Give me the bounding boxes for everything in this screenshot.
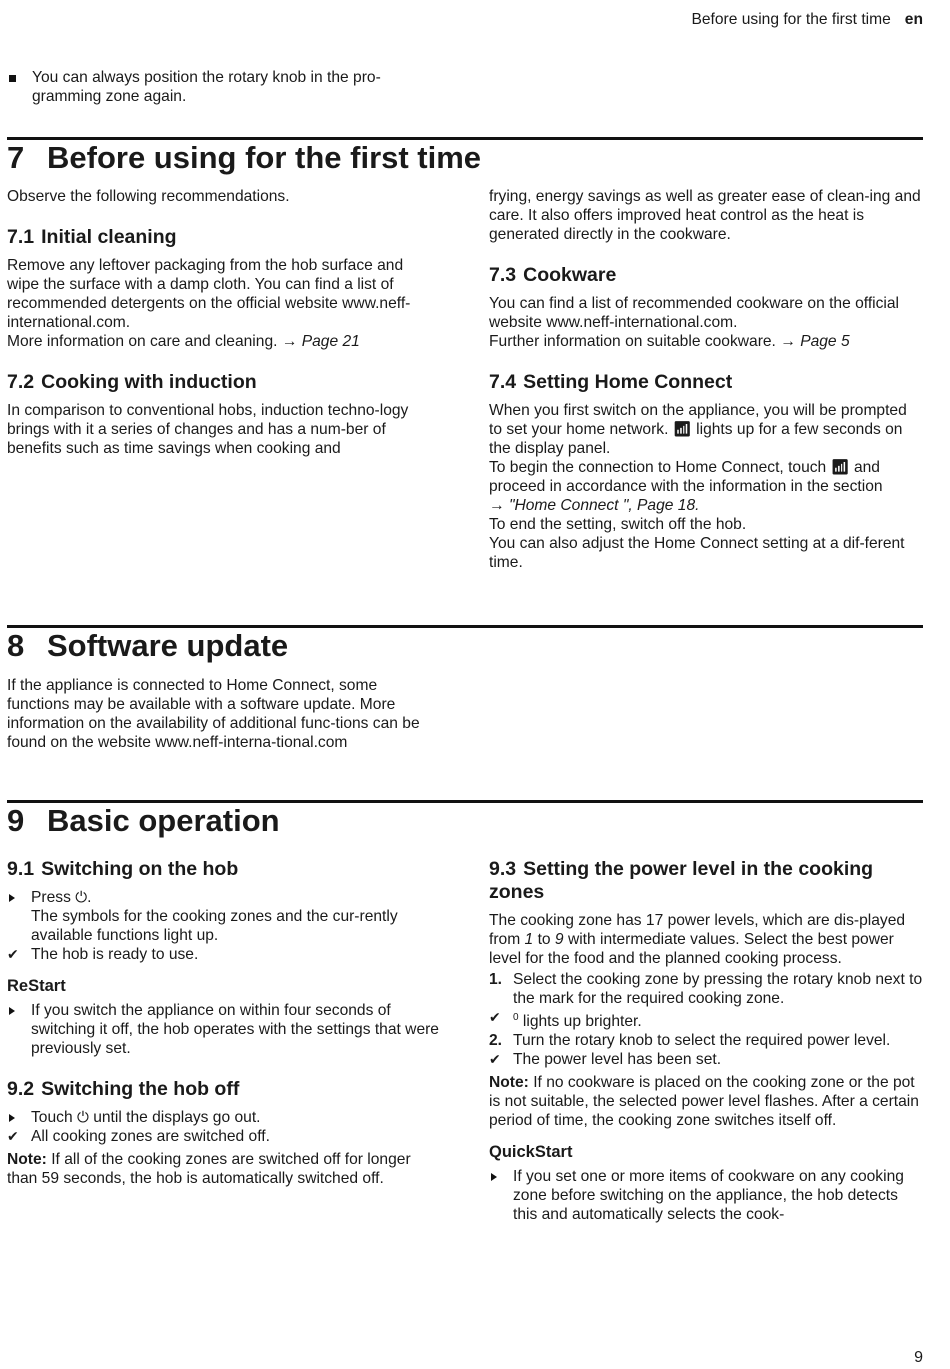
section-8-heading — [7, 628, 288, 664]
subsection-title: Cooking with induction — [41, 371, 257, 393]
step-text: until the displays go out. — [93, 1109, 261, 1126]
section-8-body — [7, 676, 432, 752]
step-detail: The symbols for the cooking zones and the cur-rently available functions light up. — [31, 908, 398, 944]
subsection-number: 7.2 — [7, 371, 35, 393]
checkmark-icon: ✔ — [489, 1051, 501, 1068]
step-text: Turn the rotary knob to select the required power level. — [513, 1032, 891, 1050]
result-text: lights up brighter. — [522, 1013, 642, 1031]
step-text: . — [87, 889, 92, 906]
restart-text: If you switch the appliance on within four seconds of switching it off, the hob operates with the settings that were previously set. — [31, 1002, 439, 1057]
section-7-intro: Observe the following recommendations. — [7, 188, 290, 205]
section-9-left-column — [7, 858, 441, 1188]
home-connect-para-2 — [489, 458, 924, 496]
step-text: Touch — [31, 1109, 73, 1126]
section-number: 7 — [7, 140, 25, 175]
list-item — [8, 68, 438, 106]
section-7-left-column — [7, 187, 439, 458]
list-item — [489, 1008, 925, 1031]
subsection-7-2-heading — [7, 371, 439, 394]
subsection-title: Initial cleaning — [41, 226, 177, 248]
section-title: Before using for the first time — [47, 140, 482, 175]
list-item — [7, 1108, 441, 1127]
subsection-number: 9.1 — [7, 858, 35, 880]
subsection-title: Switching the hob off — [41, 1078, 240, 1100]
wifi-icon: 📶︎ — [830, 458, 850, 476]
section-9-heading — [7, 803, 280, 839]
subsection-9-3-heading — [489, 858, 925, 904]
section-7-right-column — [489, 187, 924, 572]
checkmark-icon: ✔ — [7, 1128, 19, 1144]
step-number: 2. — [489, 1032, 503, 1050]
note — [7, 1150, 441, 1188]
power-button-icon: ⏻ — [76, 1108, 89, 1126]
section-number: 9 — [7, 803, 25, 838]
result-text: All cooking zones are switched off. — [31, 1128, 270, 1145]
list-item — [489, 970, 925, 1008]
checkmark-icon: ✔ — [489, 1009, 501, 1025]
text: with intermediate values. Select the best power level for the food and the planned cooking process. — [489, 931, 894, 967]
more-info-text: Further information on suitable cookware. — [489, 333, 776, 350]
restart-heading: ReStart — [7, 977, 66, 995]
home-connect-para-4: You can also adjust the Home Connect setting at a dif-ferent time. — [489, 535, 905, 571]
step-arrow-icon — [7, 1108, 27, 1127]
power-level-intro — [489, 911, 925, 968]
text: When you first switch on the appliance, you will be prompted to set your home network. — [489, 402, 907, 438]
software-update-text: If the appliance is connected to Home Connect, some functions may be available with a software update. More information on the availability of additional func-tions can be found on the website www.neff-interna-tional.com — [7, 677, 420, 751]
section-title: Software update — [47, 628, 289, 663]
list-item — [7, 1127, 441, 1146]
text: lights up for a few seconds on the display panel. — [489, 421, 903, 457]
induction-text: In comparison to conventional hobs, induction techno-logy brings with it a series of changes and has a num-ber of benefits such as time savings when cooking and — [7, 402, 409, 457]
list-item — [7, 945, 441, 964]
subsection-7-1-heading — [7, 226, 439, 249]
subsection-9-2-heading — [7, 1078, 441, 1101]
square-bullet-icon — [8, 68, 28, 87]
page-link[interactable]: "Home Connect ", Page 18. — [508, 497, 700, 514]
home-connect-para-3: To end the setting, switch off the hob. — [489, 516, 747, 533]
running-header — [691, 10, 923, 29]
note-label: Note: — [7, 1151, 47, 1168]
subsection-title: Switching on the hob — [41, 858, 239, 880]
section-title: Basic operation — [47, 803, 280, 838]
section-7-heading — [7, 140, 481, 176]
subsection-title: Setting the power level in the cooking zones — [489, 858, 874, 903]
cookware-text: You can find a list of recommended cookware on the official website www.neff-international.com. — [489, 295, 900, 331]
quickstart-text: If you set one or more items of cookware on any cooking zone before switching on the appliance, the hob detects this and automatically selects the cook- — [513, 1168, 904, 1224]
subsection-title: Cookware — [523, 264, 617, 286]
step-arrow-icon — [489, 1167, 509, 1186]
subsection-number: 7.4 — [489, 371, 517, 393]
step-arrow-icon — [7, 1001, 27, 1020]
power-level-min: 1 — [524, 931, 534, 948]
initial-cleaning-more — [7, 332, 439, 351]
note-text: If all of the cooking zones are switched off for longer than 59 seconds, the hob is automatically switched off. — [7, 1151, 411, 1187]
step-number: 1. — [489, 971, 503, 988]
section-number: 8 — [7, 628, 25, 663]
text: to — [537, 931, 551, 948]
result-text: The hob is ready to use. — [31, 946, 199, 963]
text: The cooking zone has 17 power levels, which are dis-played from — [489, 912, 906, 948]
note-label: Note: — [489, 1074, 529, 1092]
list-item — [489, 1167, 925, 1224]
power-level-max: 9 — [554, 931, 564, 948]
more-info-text: More information on care and cleaning. — [7, 333, 278, 350]
result-text: The power level has been set. — [513, 1051, 722, 1069]
page-link[interactable]: Page 5 — [800, 333, 850, 350]
note — [489, 1073, 925, 1130]
note-text: If no cookware is placed on the cooking zone or the pot is not suitable, the selected power level flashes. After a certain period of time, the cooking zone switches itself off. — [489, 1074, 919, 1130]
text: and proceed in accordance with the information in the section — [489, 459, 883, 495]
cookware-more — [489, 332, 924, 351]
initial-cleaning-text: Remove any leftover packaging from the hob surface and wipe the surface with a damp cloth. You can find a list of recommended detergents on the official website www.neff-international.com. — [7, 257, 411, 331]
text: To begin the connection to Home Connect, touch — [489, 459, 827, 476]
list-item — [489, 1050, 925, 1069]
page-link[interactable]: Page 21 — [301, 333, 360, 350]
page-number: 9 — [914, 1349, 923, 1366]
home-connect-link-line — [489, 496, 924, 515]
step-text: Press — [31, 889, 71, 906]
section-9-right-column — [489, 858, 925, 1224]
language-code: en — [904, 11, 923, 28]
subsection-number: 7.3 — [489, 264, 517, 286]
wifi-icon: 📶︎ — [672, 420, 692, 438]
step-arrow-icon — [7, 888, 27, 907]
arrow-right-icon: → — [780, 333, 796, 350]
list-item — [489, 1031, 925, 1050]
home-connect-para-1 — [489, 401, 924, 458]
subsection-7-3-heading — [489, 264, 924, 287]
induction-text-continued: frying, energy savings as well as greater ease of clean-ing and care. It also offers improved heat control as the heat is generated directly in the cookware. — [489, 188, 921, 243]
subsection-title: Setting Home Connect — [523, 371, 733, 393]
subsection-7-4-heading — [489, 371, 924, 394]
list-item — [7, 888, 441, 945]
subsection-number: 9.3 — [489, 858, 517, 880]
step-text: Select the cooking zone by pressing the rotary knob next to the mark for the required cooking zone. — [513, 971, 923, 1007]
quickstart-heading: QuickStart — [489, 1143, 573, 1162]
arrow-right-icon: → — [489, 497, 505, 514]
top-bullet — [8, 68, 438, 106]
list-item — [7, 1001, 441, 1058]
subsection-number: 7.1 — [7, 226, 35, 248]
checkmark-icon: ✔ — [7, 946, 19, 962]
list-item-text: You can always position the rotary knob in the pro-gramming zone again. — [32, 69, 381, 105]
zone-indicator-symbol: 0 — [513, 1012, 519, 1023]
header-title: Before using for the first time — [691, 11, 891, 28]
subsection-9-1-heading — [7, 858, 441, 881]
subsection-number: 9.2 — [7, 1078, 35, 1100]
power-button-icon: ⏻ — [75, 888, 88, 906]
arrow-right-icon: → — [281, 333, 298, 350]
